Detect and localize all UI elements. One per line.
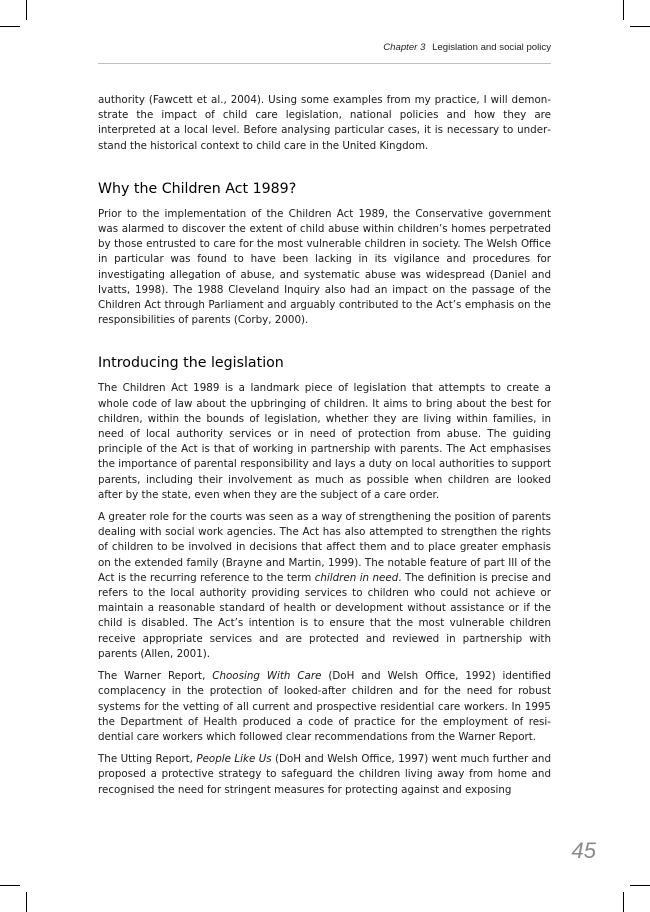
section-heading-introducing-legislation: Introducing the legislation xyxy=(98,355,284,372)
text-run: (DoH and Welsh Office, 1992) identified complacency in the protection of looked-after children and for the need for robust systems for the vetting of all current and prospective residential care workers. In 1995 the Department of Health produced a code of practice for the employment of residential care workers which followed clear recommendations from the Warner Report. xyxy=(98,670,552,743)
running-head-section: Legislation and social policy xyxy=(432,42,551,53)
crop-mark-bottom-right-h xyxy=(630,885,650,886)
intro-paragraph: authority (Fawcett et al., 2004). Using some examples from my practice, I will demonstrate the impact of child care legislation, national policies and how they are interpreted at a local level. Before analysing particular cases, it is necessary to understand the historical context to child care in the United Kingdom. xyxy=(98,94,551,152)
crop-mark-top-right-h xyxy=(630,26,650,27)
text-run: The Warner Report, xyxy=(98,670,213,683)
crop-mark-bottom-left-v xyxy=(26,892,27,912)
section-heading-why-children-act: Why the Children Act 1989? xyxy=(98,180,297,197)
text-run: A greater role for the courts was seen as a way of strengthening the position of parents dealing with social work agencies. The Act has also attempted to strengthen the rights of children to be involved in decisions that affect them and to place greater emphasis on the extended family (Brayne and Martin, 1999). The notable feature of part III of the Act is the recurring reference to the term xyxy=(98,511,551,584)
section2-paragraph-4 xyxy=(98,752,551,798)
header-rule xyxy=(98,63,551,64)
crop-mark-bottom-right-v xyxy=(623,892,624,912)
text-run: The Utting Report, xyxy=(98,753,197,766)
section1-paragraph: Prior to the implementation of the Children Act 1989, the Conservative government was alarmed to discover the extent of child abuse within children’s homes perpetrated by those entrusted to care for the most vulnerable children in society. The Welsh Office in particular was found to have been lacking in its vigilance and procedures for investigating allegation of abuse, and systematic abuse was widespread (Daniel and Ivatts, 1998). The 1988 Cleveland Inquiry also had an impact on the passage of the Children Act through Parliament and arguably contributed to the Act’s emphasis on the responsibilities of parents (Corby, 2000). xyxy=(98,207,551,327)
text-run: (DoH and Welsh Office, 1997) went much further and proposed a protective strategy to safeguard the children living away from home and recognised the need for stringent measures for protecting against and exposing xyxy=(98,753,551,796)
section2-paragraph-1: The Children Act 1989 is a landmark piece of legislation that attempts to create a whole code of law about the upbringing of children. It aims to bring about the best for children, within the bounds of legislation, whether they are living within families, in need of local authority services or in need of protection from abuse. The guiding principle of the Act is that of working in partnership with parents. The Act emphasises the importance of parental responsibility and lays a duty on local authorities to support parents, including their involvement as much as possible when children are looked after by the state, even when they are the subject of a care order. xyxy=(98,382,551,501)
running-head xyxy=(98,42,551,58)
italic-title: Choosing With Care xyxy=(212,670,322,683)
crop-mark-top-left-h xyxy=(0,26,20,27)
section2-paragraph-3 xyxy=(98,669,551,745)
crop-mark-bottom-left-h xyxy=(0,885,20,886)
running-head-chapter: Chapter 3 xyxy=(383,42,426,53)
italic-title: People Like Us xyxy=(196,753,272,766)
crop-mark-top-left-v xyxy=(26,0,27,20)
crop-mark-top-right-v xyxy=(623,0,624,20)
page-body xyxy=(98,93,551,805)
page-number: 45 xyxy=(571,838,596,863)
text-run: . The definition is precise and refers to the local authority providing services to children who could not achieve or maintain a reasonable standard of health or development without assistance or if the child is disabled. The Act’s intention is to ensure that the most vulnerable children receive appropriate services and are protected and reviewed in partnership with parents (Allen, 2001). xyxy=(98,571,551,660)
section2-paragraph-2 xyxy=(98,510,551,662)
italic-term: children in need xyxy=(314,571,399,584)
